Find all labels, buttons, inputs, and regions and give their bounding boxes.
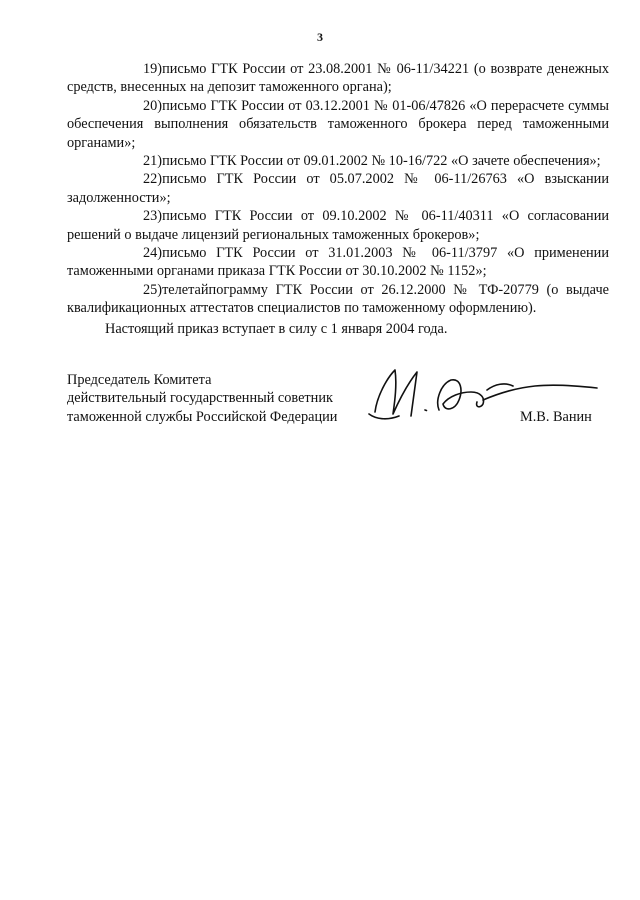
item-number: 22) [143, 171, 163, 188]
list-item [67, 207, 609, 244]
signatory-title-line: действительный государственный советник [67, 390, 333, 407]
list-item [67, 244, 609, 281]
signatory-title-line: Председатель Комитета [67, 372, 212, 388]
closing-statement: Настоящий приказ вступает в силу с 1 января 2004 года. [105, 321, 448, 337]
item-number: 23) [143, 208, 163, 225]
item-text: письмо ГТК России от 03.12.2001 № 01-06/47826 «О перерасчете суммы обеспечения выполнения обязательств таможенного брокера перед таможенными органами»; [67, 97, 609, 151]
item-text: письмо ГТК России от 09.10.2002 № 06-11/40311 «О согласовании решений о выдаче лицензий региональных таможенных брокеров»; [67, 208, 609, 243]
item-number: 21) [143, 153, 163, 170]
item-text: письмо ГТК России от 05.07.2002 № 06-11/26763 «О взыскании задолженности»; [67, 171, 609, 206]
signatory-title-line: таможенной службы Российской Федерации [67, 408, 338, 425]
signatory-title [67, 371, 337, 426]
item-text: письмо ГТК России от 23.08.2001 № 06-11/34221 (о возврате денежных средств, внесенных на депозит таможенного органа); [67, 61, 609, 96]
item-text: письмо ГТК России от 31.01.2003 № 06-11/3797 «О применении таможенными органами приказа ГТК России от 30.10.2002 № 1152»; [67, 245, 609, 280]
signer-name: М.В. Ванин [520, 409, 592, 425]
page-number: 3 [317, 30, 323, 44]
list-item [67, 97, 609, 152]
item-text: телетайпограмму ГТК России от 26.12.2000 № ТФ-20779 (о выдаче квалификационных аттестатов специалистов по таможенному оформлению). [67, 281, 609, 317]
document-body [67, 60, 609, 318]
item-number: 19) [143, 61, 163, 77]
item-number: 20) [143, 97, 163, 114]
list-item [67, 60, 609, 97]
item-number: 24) [143, 245, 163, 262]
list-item [67, 281, 609, 318]
list-item [67, 152, 609, 170]
item-number: 25) [143, 281, 163, 298]
list-item [67, 170, 609, 207]
item-text: письмо ГТК России от 09.01.2002 № 10-16/722 «О зачете обеспечения»; [162, 153, 601, 170]
